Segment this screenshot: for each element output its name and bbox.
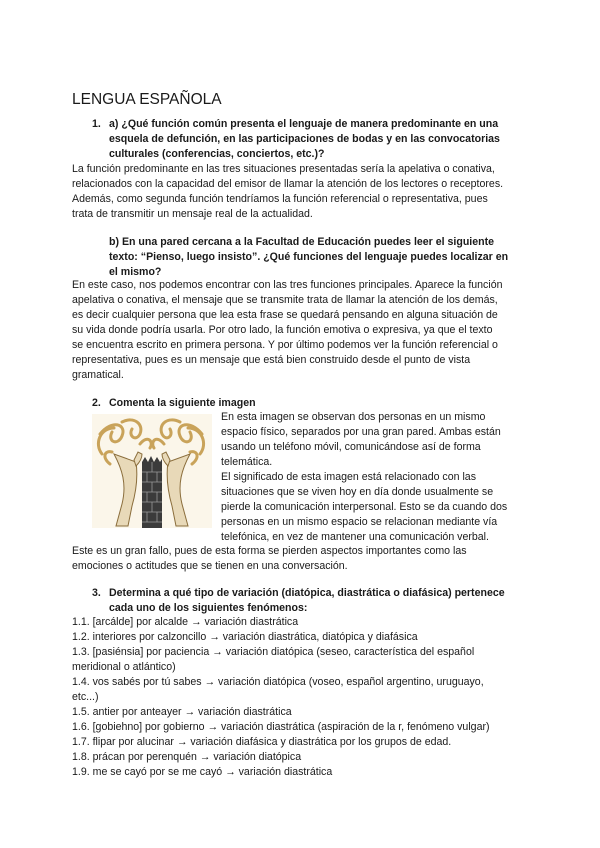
question-2-number: 2. [92, 397, 101, 409]
question-3-number: 3. [92, 587, 101, 599]
list-item: 1.9. me se cayó por se me cayó → variación diastrática [72, 766, 333, 778]
list-item: 1.1. [arcálde] por alcalde → variación diastrática [72, 616, 299, 628]
answer-1b-line: su vida donde podría usarla. Por otro lado, la función emotiva o expresiva, ya que el texto [72, 324, 493, 336]
side-text-line: pierde la comunicación interpersonal. Esto se da cuando dos [221, 501, 508, 513]
list-item: meridional o atlántico) [72, 661, 176, 673]
list-item: 1.3. [pasiénsia] por paciencia → variación diatópica (seseo, característica del español [72, 646, 475, 658]
question-1b-line: texto: “Pienso, luego insisto”. ¿Qué funciones del lenguaje puedes localizar en [109, 251, 509, 263]
question-1b-line: b) En una pared cercana a la Facultad de Educación puedes leer el siguiente [109, 236, 495, 248]
side-text-line: telemática. [221, 456, 273, 468]
list-item: 1.6. [gobiehno] por gobierno → variación diastrática (aspiración de la r, fenómeno vulgar) [72, 721, 490, 733]
answer-1b-line: En este caso, nos podemos encontrar con las tres funciones principales. Aparece la función [72, 279, 503, 291]
side-text-line: personas en un mismo espacio se relacionan mediante vía [221, 516, 498, 528]
side-text-line: usando un teléfono móvil, comunicándose así de forma [221, 441, 481, 453]
question-1-number: 1. [92, 118, 101, 130]
answer-1b-line: se encuentra escrito en primera persona. Y por último podemos ver la función referencial o [72, 339, 498, 351]
side-text-line: En esta imagen se observan dos personas en un mismo [221, 411, 486, 423]
question-1a-line: a) ¿Qué función común presenta el lenguaje de manera predominante en una [109, 118, 499, 130]
answer-1a-line: Además, como segunda función tendríamos la función referencial o representativa, pues [72, 193, 488, 205]
question-2-side-text [221, 410, 551, 545]
question-3-line: Determina a qué tipo de variación (diatópica, diastrática o diafásica) pertenece [109, 587, 505, 599]
question-3-line: cada uno de los siguientes fenómenos: [109, 602, 308, 614]
question-1a-line: esquela de defunción, en las participaciones de bodas y en las convocatorias [109, 133, 500, 145]
illustration-wall-phones [92, 414, 212, 528]
answer-1b-line: es decir cualquier persona que lea esta frase se quedará pensando en alguna situación de [72, 309, 498, 321]
answer-1b-line: apelativa o conativa, el mensaje que se transmite trata de llamar la atención de los demás, [72, 294, 498, 306]
answer-1a-line: La función predominante en las tres situaciones presentadas sería la apelativa o conativa, [72, 163, 495, 175]
answer-1b-line: gramatical. [72, 369, 124, 381]
question-1b-line: el mismo? [109, 266, 162, 278]
list-item: 1.2. interiores por calzoncillo → variación diastrática, diatópica y diafásica [72, 631, 418, 643]
answer-1b-line: representativa, pues es un mensaje que está bien construido desde el punto de vista [72, 354, 471, 366]
side-text-line: espacio físico, separados por una gran pared. Ambas están [221, 426, 501, 438]
list-item: 1.5. antier por anteayer → variación diastrática [72, 706, 292, 718]
list-item: 1.4. vos sabés por tú sabes → variación diatópica (voseo, español argentino, uruguayo, [72, 676, 484, 688]
conclusion-line: emociones o actitudes que se tienen en una conversación. [72, 560, 348, 572]
answer-1a-line: relacionados con la capacidad del emisor de llamar la atención de los lectores o receptores. [72, 178, 504, 190]
conclusion-line: Este es un gran fallo, pues de esta forma se pierden aspectos importantes como las [72, 545, 467, 557]
side-text-line: situaciones que se viven hoy en día donde usualmente se [221, 486, 494, 498]
question-1a-line: culturales (conferencias, conciertos, etc.)? [109, 148, 325, 160]
list-item: 1.8. prácan por perenquén → variación diatópica [72, 751, 302, 763]
wall-phones-drawing [92, 414, 212, 528]
side-text-line: El significado de esta imagen está relacionado con las [221, 471, 476, 483]
variation-list [72, 615, 552, 780]
list-item: etc...) [72, 691, 99, 703]
side-text-line: telefónica, en vez de mantener una comunicación verbal. [221, 531, 489, 543]
answer-1a-line: trata de transmitir un mensaje real de la actualidad. [72, 208, 313, 220]
list-item: 1.7. flipar por alucinar → variación diafásica y diastrática por los grupos de edad. [72, 736, 452, 748]
question-1b-heading [109, 235, 508, 280]
answer-1a [72, 162, 542, 222]
page-title: LENGUA ESPAÑOLA [72, 91, 222, 108]
question-2-conclusion [72, 544, 542, 574]
answer-1b [72, 278, 542, 383]
question-2-title: Comenta la siguiente imagen [109, 397, 256, 409]
